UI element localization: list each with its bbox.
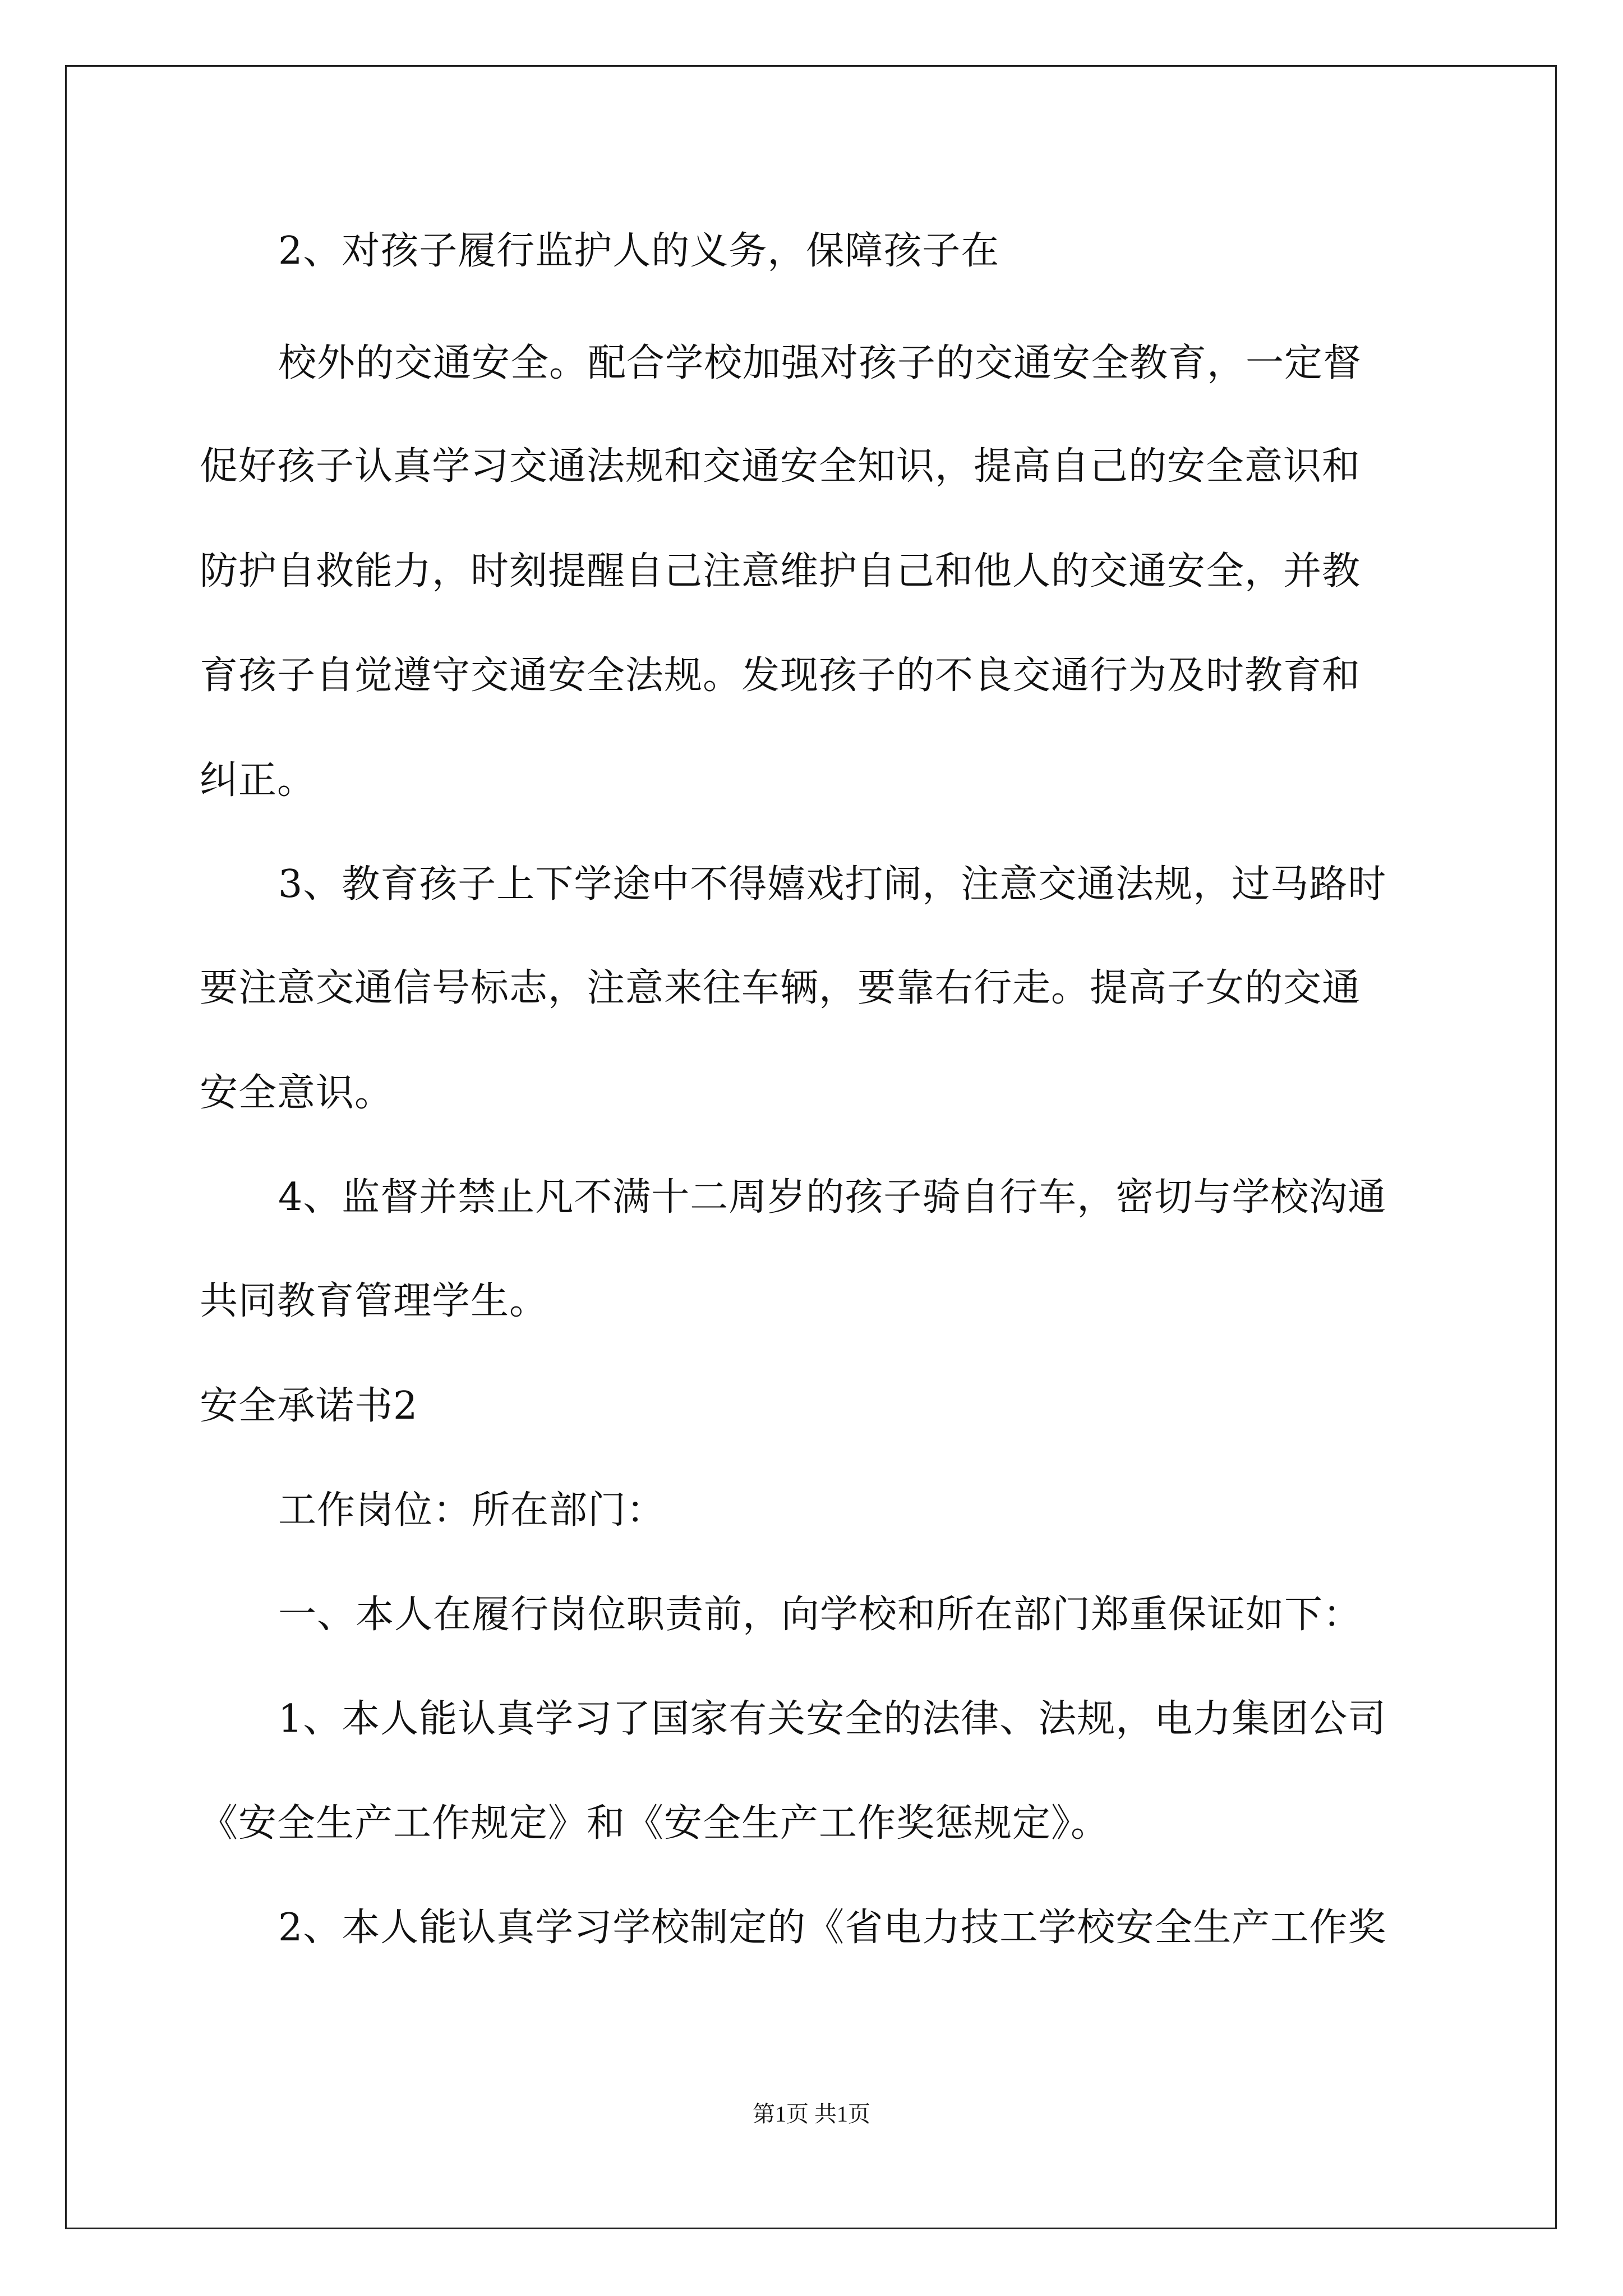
paragraph-line: 工作岗位：所在部门： <box>278 1488 666 1533</box>
page-number-footer: 第1页 共1页 <box>753 2101 870 2127</box>
paragraph-line: 纠正。 <box>200 758 316 803</box>
paragraph-line: 防护自救能力，时刻提醒自己注意维护自己和他人的交通安全，并教 <box>200 549 1361 593</box>
paragraph-line: 共同教育管理学生。 <box>200 1279 548 1323</box>
section-heading: 安全承诺书2 <box>200 1384 418 1428</box>
paragraph-line: 安全意识。 <box>200 1071 394 1115</box>
paragraph-line: 促好孩子认真学习交通法规和交通安全知识，提高自己的安全意识和 <box>200 444 1361 489</box>
paragraph-line: 2、对孩子履行监护人的义务，保障孩子在 <box>278 229 1000 273</box>
paragraph-line: 校外的交通安全。配合学校加强对孩子的交通安全教育，一定督 <box>278 341 1362 385</box>
page-border <box>65 65 1557 2229</box>
paragraph-line: 4、监督并禁止凡不满十二周岁的孩子骑自行车，密切与学校沟通 <box>278 1175 1387 1220</box>
paragraph-line: 2、本人能认真学习学校制定的《省电力技工学校安全生产工作奖 <box>278 1906 1387 1950</box>
paragraph-line: 《安全生产工作规定》和《安全生产工作奖惩规定》。 <box>200 1801 1110 1846</box>
paragraph-line: 3、教育孩子上下学途中不得嬉戏打闹，注意交通法规，过马路时 <box>278 862 1387 907</box>
paragraph-line: 一、本人在履行岗位职责前，向学校和所在部门郑重保证如下： <box>278 1593 1362 1637</box>
paragraph-line: 1、本人能认真学习了国家有关安全的法律、法规，电力集团公司 <box>278 1697 1387 1741</box>
paragraph-line: 育孩子自觉遵守交通安全法规。发现孩子的不良交通行为及时教育和 <box>200 654 1361 698</box>
paragraph-line: 要注意交通信号标志，注意来往车辆，要靠右行走。提高子女的交通 <box>200 966 1361 1010</box>
